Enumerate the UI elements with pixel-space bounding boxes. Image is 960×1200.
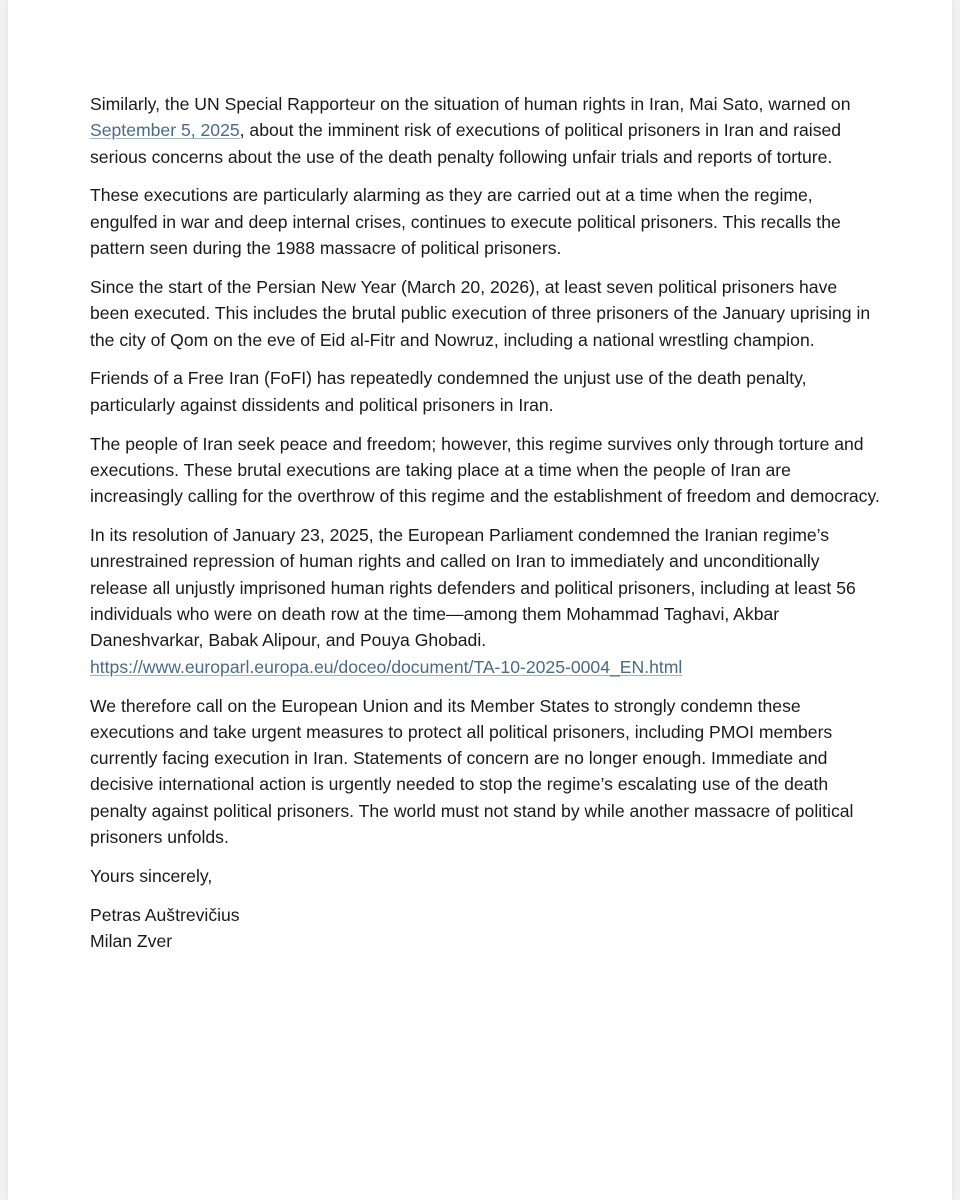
signature-block (90, 902, 880, 955)
paragraph-eu-resolution (90, 522, 880, 680)
closing-salutation: Yours sincerely, (90, 865, 213, 886)
signatory-name: Milan Zver (90, 931, 173, 952)
paragraph-people-of-iran: The people of Iran seek peace and freedom; however, this regime survives only through torture and executions. These brutal executions are taking place at a time when the people of Iran are increasingly calling for the overthrow of this regime and the establishment of freedom and democracy. (90, 433, 880, 507)
paragraph-text: , about the imminent risk of executions of political prisoners in Iran and raised serious concerns about the use of the death penalty following unfair trials and reports of torture. (90, 120, 842, 167)
paragraph-un-rapporteur (90, 91, 880, 170)
signatory-name: Petras Auštrevičius (90, 904, 240, 925)
paragraph-text: Similarly, the UN Special Rapporteur on the situation of human rights in Iran, Mai Sato, warned on (90, 94, 851, 114)
paragraph-text: In its resolution of January 23, 2025, the European Parliament condemned the Iranian regime’s unrestrained repression of human rights and called on Iran to immediately and unconditionally release all unjustly imprisoned human rights defenders and political prisoners, including at least 56 individuals who were on death row at the time—among them Mohammad Taghavi, Akbar Daneshvarkar, Babak Alipour, and Pouya Ghobadi. (90, 525, 856, 651)
paragraph-fofi: Friends of a Free Iran (FoFI) has repeatedly condemned the unjust use of the death penalty, particularly against dissidents and political prisoners in Iran. (90, 368, 807, 415)
date-link[interactable]: September 5, 2025 (90, 120, 240, 141)
paragraph-call-to-action: We therefore call on the European Union and its Member States to strongly condemn these executions and take urgent measures to protect all political prisoners, including PMOI members currently facing execution in Iran. Statements of concern are no longer enough. Immediate and decisive international action is urgently needed to stop the regime’s escalating use of the death penalty against political prisoners. The world must not stand by while another massacre of political prisoners unfolds. (90, 695, 854, 847)
paragraph-executions-alarming: These executions are particularly alarming as they are carried out at a time when the regime, engulfed in war and deep internal crises, continues to execute political prisoners. This recalls the pattern seen during the 1988 massacre of political prisoners. (90, 185, 841, 259)
document-page (8, 0, 952, 1200)
letter-body (90, 91, 880, 967)
europarl-link[interactable]: https://www.europarl.europa.eu/doceo/document/TA-10-2025-0004_EN.html (90, 656, 683, 677)
paragraph-persian-new-year: Since the start of the Persian New Year (March 20, 2026), at least seven political prisoners have been executed. This includes the brutal public execution of three prisoners of the January uprising in the city of Qom on the eve of Eid al-Fitr and Nowruz, including a national wrestling champion. (90, 276, 871, 350)
